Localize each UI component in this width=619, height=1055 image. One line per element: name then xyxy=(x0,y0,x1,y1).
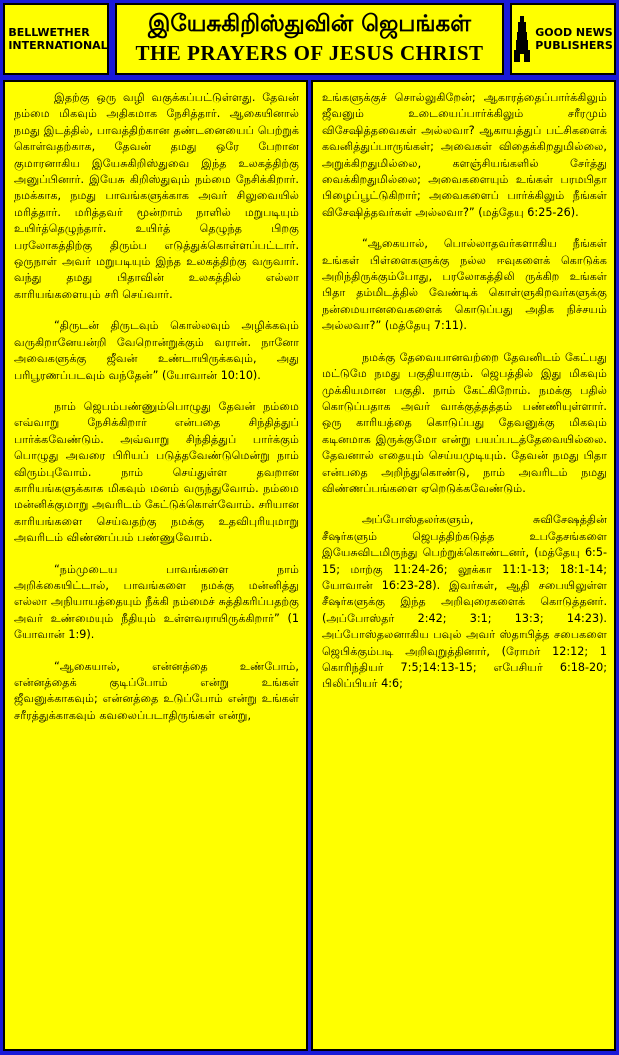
left-paragraph-5: “ஆகையால், என்னத்தை உண்போம், என்னத்தைக் குடிப்போம் என்று உங்கள் ஜீவனுக்காகவும்; என்னத்தை உடுப்போம் என்று உங்கள் சரீரத்துக்காகவும் கவலைப்படாதிருங்கள் என்று, xyxy=(14,659,299,722)
right-paragraph-1: உங்களுக்குச் சொல்லுகிறேன்; ஆகாரத்தைப்பார்க்கிலும் ஜீவனும் உடையைப்பார்க்கிலும் சரீரமும் விசேஷித்தவைகள் அல்லவா? ஆகாயத்துப் பட்சிகளைக் கவனித்துப்பாருங்கள்; அவைகள் விதைக்கிறதுமில்லை, அறுக்கிறதுமில்லை, களஞ்சியங்களில் சேர்த்து வைக்கிறதுமில்லை; அவைகளையும் உங்கள் பரமபிதா பிழைப்பூட்டுகிறார்; அவைகளைப் பார்க்கிலும் நீங்கள் விசேஷித்தவர்கள் அல்லவா?” (மத்தேயு 6:25-26). xyxy=(322,91,607,219)
left-paragraph-3: நாம் ஜெபம்பண்ணும்பொழுது தேவன் நம்மை எவ்வாறு நேசிக்கிறார் என்பதை சிந்தித்துப் பார்க்கவேண்டும். அவ்வாறு சிந்தித்துப் பார்க்கும் பொழுது அவரை பிரியப் படுத்தவேண்டுமென்று நாம் விரும்புவோம். நாம் செய்துள்ள தவறான காரியங்களுக்காக மிகவும் மனம் வருந்துவோம். நம்மை மன்னிக்குமாறு அவரிடம் கேட்டுக்கொள்வோம். சரியான காரியங்களை செய்வதற்கு நமக்கு உதவிபுரியுமாறு அவரிடம் விண்ணப்பம் பண்ணுவோம். xyxy=(14,399,299,545)
page-title-tamil: இயேசுகிறிஸ்துவின் ஜெபங்கள் xyxy=(148,11,471,37)
bellwether-line1: BELLWETHER xyxy=(8,26,90,39)
left-paragraph-1: இதற்கு ஒரு வழி வகுக்கப்பட்டுள்ளது. தேவன் நம்மை மிகவும் அதிகமாக நேசித்தார். ஆகையினால் நமது இடத்தில், பாவத்திற்கான தண்டனையைப் பெற்றுக் கொள்வதற்காக, தேவன் தமது ஒரே பேறான குமாரனாகிய இயேசுகிறிஸ்துவை இந்த உலகத்திற்கு அனுப்பினார். இயேசு கிறிஸ்துவும் நம்மை நேசிக்கிறார். நமக்காக, நமது பாவங்களுக்காக அவர் சிலுவையில் மரித்தார். மரித்தவர் மூன்றாம் நாளில் மறுபடியும் உயிர்த்தெழுந்தார். உயிர்த் தெழுந்த பிறகு பரலோகத்திற்கு திரும்ப எடுத்துக்கொள்ளப்பட்டார். ஒருநாள் அவர் மறுபடியும் இந்த உலகத்திற்கு வருவார். வந்து தமது பிதாவின் உலகத்தில் எல்லா காரியங்களையும் சரி செய்வார். xyxy=(14,91,299,301)
left-paragraph-2: “திருடன் திருடவும் கொல்லவும் அழிக்கவும் வருகிறானேயன்றி வேறொன்றுக்கும் வரான். நானோ அவைகளுக்கு ஜீவன் உண்டாயிருக்கவும், அது பரிபூரணப்படவும் வந்தேன்” (யோவான் 10:10). xyxy=(14,319,299,382)
page-header xyxy=(3,3,616,75)
bellwether-line2: INTERNATIONAL xyxy=(8,39,108,52)
page-title-english: THE PRAYERS OF JESUS CHRIST xyxy=(135,41,484,65)
good-news-tower-icon xyxy=(513,16,531,62)
bellwether-logo xyxy=(3,3,109,75)
title-box xyxy=(115,3,504,75)
good-news-logo xyxy=(510,3,616,75)
left-paragraph-4: “நம்முடைய பாவங்களை நாம் அறிக்கையிட்டால், பாவங்களை நமக்கு மன்னித்து எல்லா அநியாயத்தையும் நீக்கி நம்மைச் சுத்திகரிப்பதற்கு அவர் உண்மையும் நீதியும் உள்ளவராயிருக்கிறார்” (1 யோவான் 1:9). xyxy=(14,562,299,642)
good-news-logo-text xyxy=(535,26,613,52)
good-news-line2: PUBLISHERS xyxy=(535,39,613,52)
right-column xyxy=(311,80,616,1051)
good-news-line1: GOOD NEWS xyxy=(535,26,613,39)
bellwether-logo-text xyxy=(8,26,107,52)
left-column xyxy=(3,80,308,1051)
right-paragraph-3: நமக்கு தேவையானவற்றை தேவனிடம் கேட்பது மட்டுமே நமது பகுதியாகும். ஜெபத்தில் இது மிகவும் முக்கியமான பகுதி. நாம் கேட்கிறோம். நமக்கு பதில் கொடுப்பதாக அவர் வாக்குத்தத்தம் பண்ணியுள்ளார். ஒரு காரியத்தை கொடுப்பது தேவனுக்கு மிகவும் கடினமாக இருக்குமோ என்று பயப்படத்தேவையில்லை. தேவனால் எதையும் செய்யமுடியும். தேவன் நமது பிதா என்பதை அறிந்துகொண்டு, நாம் அவரிடம் நமது விண்ணப்பங்களை ஏறெடுக்கவேண்டும். xyxy=(322,350,607,495)
right-paragraph-2: “ஆகையால், பொல்லாதவர்களாகிய நீங்கள் உங்கள் பிள்ளைகளுக்கு நல்ல ஈவுகளைக் கொடுக்க அறிந்திருக்கும்போது, பரலோகத்திலி ருக்கிற உங்கள் பிதா தம்மிடத்தில் வேண்டிக் கொள்ளுகிறவர்களுக்கு நன்மையானவைகளைக் கொடுப்பது அதிக நிச்சயம் அல்லவா?” (மத்தேயு 7:11). xyxy=(322,237,607,333)
right-paragraph-4: அப்போஸ்தலர்களும், சுவிசேஷத்தின் சீஷர்களும் ஜெபத்திற்கடுத்த உபதேசங்களை இயேசுவிடமிருந்து பெற்றுக்கொண்டனர், (மத்தேயு 6:5-15; மாற்கு 11:24-26; லூக்கா 11:1-13; 18:1-14; யோவான் 16:23-28). இவர்கள், ஆதி சபையிலுள்ள சீஷர்களுக்கு இந்த அறிவுரைகளைக் கொடுத்தனர். (அப்போஸ்தர் 2:42; 3:1; 13:3; 14:23). அப்போஸ்தலனாகிய பவுல் அவர் ஸ்தாபித்த சபைகளை ஜெபிக்கும்படி அறிவுறுத்தினார், (ரோமர் 12:12; 1 கொரிந்தியர் 7:5;14:13-15; எபேசியர் 6:18-20; பிலிப்பியர் 4:6; xyxy=(322,513,607,691)
